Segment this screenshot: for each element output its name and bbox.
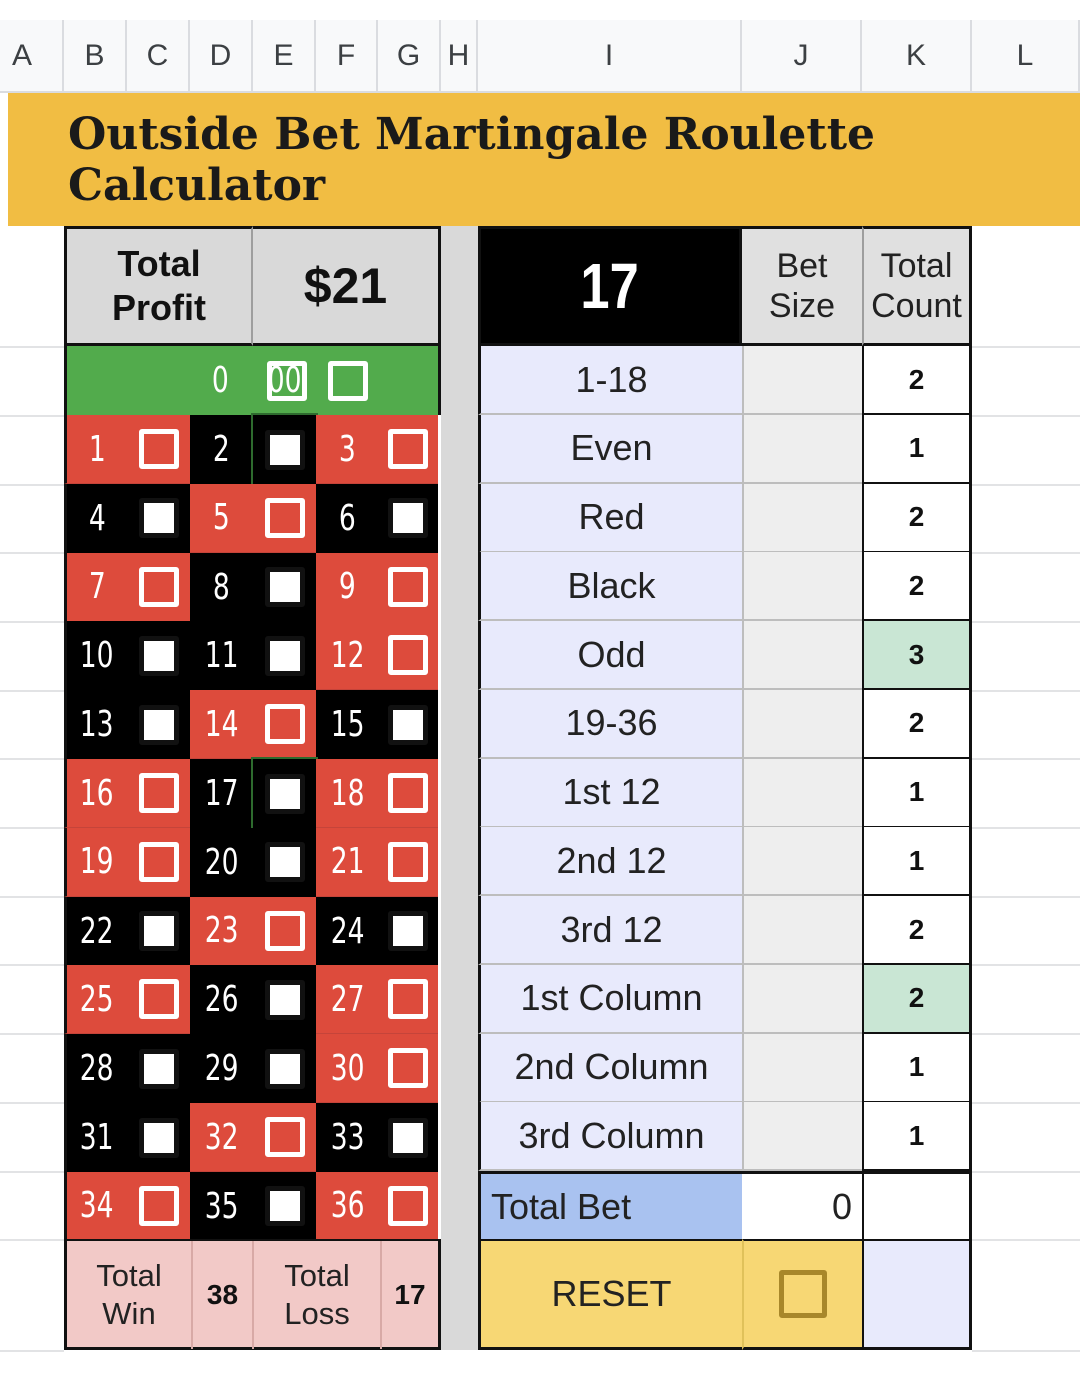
checkbox-cell-29[interactable] xyxy=(253,1034,316,1103)
total-bet-value: 0 xyxy=(831,1185,852,1227)
total-win-value: 38 xyxy=(206,1279,239,1310)
number-label: 19 xyxy=(80,841,114,883)
number-checkbox-36[interactable] xyxy=(388,1186,428,1226)
bet-count-cell xyxy=(862,1034,972,1103)
gridline xyxy=(972,827,1080,829)
column-header-h[interactable]: H xyxy=(441,20,478,93)
checkbox-cell-33[interactable] xyxy=(378,1103,438,1172)
checkbox-cell-2[interactable] xyxy=(253,415,316,484)
number-label: 12 xyxy=(330,634,365,676)
number-label: 23 xyxy=(204,910,239,952)
total-bet-value-cell xyxy=(742,1171,862,1239)
number-cell-5 xyxy=(190,484,253,553)
total-loss-value-cell xyxy=(380,1241,438,1349)
checkbox-cell-15[interactable] xyxy=(378,690,438,759)
number-cell-22 xyxy=(64,897,127,966)
number-label: 21 xyxy=(330,841,365,883)
number-label: 28 xyxy=(80,1048,114,1090)
number-checkbox-9[interactable] xyxy=(388,567,428,607)
number-cell-10 xyxy=(64,621,127,690)
checkbox-cell-32[interactable] xyxy=(253,1103,316,1172)
number-label: 26 xyxy=(204,979,239,1021)
bet-count-cell xyxy=(862,759,972,828)
number-checkbox-34[interactable] xyxy=(139,1186,179,1226)
total-loss-label-1: Total xyxy=(284,1258,350,1293)
current-number-cell xyxy=(478,226,742,346)
number-cell-18 xyxy=(316,759,379,828)
number-label: 27 xyxy=(330,978,365,1020)
number-checkbox-10[interactable] xyxy=(139,636,179,676)
checkbox-cell-16[interactable] xyxy=(127,759,190,828)
checkbox-cell-30[interactable] xyxy=(378,1034,438,1103)
gridline xyxy=(972,484,1080,486)
total-loss-value: 17 xyxy=(394,1279,426,1310)
column-header-a[interactable]: A xyxy=(0,20,64,93)
checkbox-cell-35[interactable] xyxy=(253,1172,316,1241)
number-cell-3 xyxy=(316,415,379,484)
number-cell-25 xyxy=(64,965,127,1034)
number-checkbox-19[interactable] xyxy=(139,842,179,882)
number-cell-17 xyxy=(190,759,253,828)
column-header-d[interactable]: D xyxy=(190,20,253,93)
bet-label-cell xyxy=(478,827,742,896)
bet-label-cell xyxy=(478,415,742,484)
number-label: 31 xyxy=(80,1117,114,1158)
gridline xyxy=(0,1239,64,1241)
gridline xyxy=(0,621,64,623)
number-checkbox-24[interactable] xyxy=(388,911,428,951)
bet-size-input[interactable] xyxy=(742,1034,862,1103)
checkbox-cell-17[interactable] xyxy=(253,759,316,828)
bet-label: Odd xyxy=(577,633,646,675)
number-label: 7 xyxy=(88,566,106,608)
number-checkbox-30[interactable] xyxy=(388,1048,428,1088)
current-number: 17 xyxy=(580,250,640,322)
bet-size-input[interactable] xyxy=(742,896,862,965)
checkbox-cell-24[interactable] xyxy=(378,897,438,966)
bet-label: 19-36 xyxy=(565,702,658,744)
checkbox-cell-10[interactable] xyxy=(127,621,190,690)
number-label: 5 xyxy=(213,497,230,539)
number-label: 11 xyxy=(204,635,239,677)
checkbox-cell-18[interactable] xyxy=(378,759,438,828)
bet-count-cell xyxy=(862,346,972,415)
number-checkbox-2[interactable] xyxy=(265,430,305,470)
number-label: 10 xyxy=(80,635,114,677)
number-label: 2 xyxy=(213,429,230,470)
column-header-j[interactable]: J xyxy=(742,20,862,93)
column-header-g[interactable]: G xyxy=(378,20,441,93)
checkbox-cell-7[interactable] xyxy=(127,553,190,622)
number-label: 9 xyxy=(339,566,356,608)
checkbox-cell-22[interactable] xyxy=(127,897,190,966)
bet-count-cell xyxy=(862,827,972,896)
bet-count-cell xyxy=(862,484,972,553)
number-label: 35 xyxy=(204,1185,239,1227)
bet-count-cell xyxy=(862,965,972,1034)
checkbox-cell-12[interactable] xyxy=(378,621,438,690)
column-header-k[interactable]: K xyxy=(862,20,972,93)
number-cell-20 xyxy=(190,828,253,897)
bet-count: 2 xyxy=(908,363,925,395)
gridline xyxy=(972,964,1080,966)
number-label: 4 xyxy=(88,497,106,539)
gridline xyxy=(0,690,64,692)
number-label: 8 xyxy=(213,566,230,608)
bet-size-header-2: Size xyxy=(768,287,836,325)
number-cell-1 xyxy=(64,415,127,484)
gridline xyxy=(0,552,64,554)
number-cell-16 xyxy=(64,759,127,828)
number-checkbox-35[interactable] xyxy=(265,1186,305,1226)
bet-count: 1 xyxy=(908,1119,925,1151)
bet-count: 1 xyxy=(908,776,925,807)
number-cell-4 xyxy=(64,484,127,553)
reset-label: RESET xyxy=(551,1273,672,1314)
number-label: 17 xyxy=(204,773,239,814)
totals-row xyxy=(64,1239,441,1350)
profit-value: $21 xyxy=(303,258,388,314)
column-header-l[interactable]: L xyxy=(972,20,1080,93)
bet-label: 1-18 xyxy=(575,358,648,400)
number-checkbox-32[interactable] xyxy=(265,1117,305,1157)
gridline xyxy=(972,346,1080,348)
number-label: 20 xyxy=(204,841,239,883)
reset-checkbox[interactable] xyxy=(779,1270,827,1318)
bet-count-cell xyxy=(862,621,972,690)
number-cell-35 xyxy=(190,1172,253,1241)
gridline xyxy=(0,415,64,417)
bet-count: 2 xyxy=(908,501,925,532)
total-win-label-2: Win xyxy=(102,1296,156,1331)
gridline xyxy=(0,1033,64,1035)
number-checkbox-29[interactable] xyxy=(265,1049,305,1089)
number-label: 29 xyxy=(204,1048,239,1090)
gridline xyxy=(0,484,64,486)
bet-size-input[interactable] xyxy=(742,621,862,690)
bet-label-cell xyxy=(478,1034,742,1103)
bet-label-cell xyxy=(478,896,742,965)
gridline xyxy=(972,1102,1080,1104)
bet-label-cell xyxy=(478,346,742,415)
gridline xyxy=(0,1171,64,1173)
bet-label-cell xyxy=(478,1102,742,1171)
profit-value-cell xyxy=(253,226,441,346)
gridline xyxy=(972,1350,1080,1352)
gridline xyxy=(972,621,1080,623)
number-checkbox-27[interactable] xyxy=(388,979,428,1019)
bet-size-input[interactable] xyxy=(742,759,862,828)
gridline xyxy=(972,1171,1080,1173)
number-checkbox-13[interactable] xyxy=(139,705,179,745)
number-cell-31 xyxy=(64,1103,127,1172)
number-checkbox-1[interactable] xyxy=(139,429,179,469)
checkbox-cell-28[interactable] xyxy=(127,1034,190,1103)
number-cell-32 xyxy=(190,1103,253,1172)
bet-count-cell xyxy=(862,896,972,965)
bet-count: 1 xyxy=(908,844,925,876)
bet-size-header-1: Bet xyxy=(776,247,828,285)
bet-size-header xyxy=(742,226,862,346)
reset-label-cell xyxy=(478,1239,742,1350)
number-label: 16 xyxy=(80,772,114,814)
column-h-separator xyxy=(441,226,478,1350)
number-label: 25 xyxy=(80,978,114,1020)
number-cell-13 xyxy=(64,690,127,759)
number-checkbox-31[interactable] xyxy=(139,1118,179,1158)
number-cell-8 xyxy=(190,553,253,622)
checkbox-cell-14[interactable] xyxy=(253,690,316,759)
number-label: 3 xyxy=(339,428,356,470)
number-cell-11 xyxy=(190,621,253,690)
column-header-f[interactable]: F xyxy=(316,20,378,93)
number-cell-21 xyxy=(316,828,379,897)
number-cell-23 xyxy=(190,897,253,966)
reset-checkbox-cell[interactable] xyxy=(742,1239,862,1350)
checkbox-cell-6[interactable] xyxy=(378,484,438,553)
zero-row xyxy=(64,346,441,415)
profit-label-line1: Total xyxy=(117,243,201,284)
number-cell-29 xyxy=(190,1034,253,1103)
gridline xyxy=(0,346,64,348)
checkbox-cell-19[interactable] xyxy=(127,828,190,897)
checkbox-cell-20[interactable] xyxy=(253,828,316,897)
checkbox-cell-26[interactable] xyxy=(253,965,316,1034)
checkbox-cell-1[interactable] xyxy=(127,415,190,484)
gridline xyxy=(972,690,1080,692)
double-zero-number: 00 xyxy=(267,360,302,401)
bet-size-input[interactable] xyxy=(742,415,862,484)
gridline xyxy=(972,758,1080,760)
bet-size-input[interactable] xyxy=(742,552,862,621)
number-cell-15 xyxy=(316,690,379,759)
number-label: 22 xyxy=(80,910,114,952)
bet-label: Red xyxy=(578,496,645,537)
number-checkbox-20[interactable] xyxy=(265,842,305,882)
bet-size-input[interactable] xyxy=(742,1102,862,1171)
total-win-label-1: Total xyxy=(96,1258,162,1293)
bet-size-input[interactable] xyxy=(742,690,862,759)
number-label: 18 xyxy=(330,772,365,814)
number-checkbox-6[interactable] xyxy=(388,498,428,538)
page-title: Outside Bet Martingale Roulette Calculator xyxy=(68,108,876,211)
number-cell-27 xyxy=(316,965,379,1034)
number-cell-14 xyxy=(190,690,253,759)
total-bet-empty-cell xyxy=(862,1171,972,1239)
bet-label-cell xyxy=(478,621,742,690)
bet-label-cell xyxy=(478,484,742,553)
bet-count-cell xyxy=(862,552,972,621)
number-cell-24 xyxy=(316,897,379,966)
number-label: 14 xyxy=(204,703,239,745)
bet-label-cell xyxy=(478,759,742,828)
checkbox-cell-4[interactable] xyxy=(127,484,190,553)
checkbox-cell-25[interactable] xyxy=(127,965,190,1034)
number-checkbox-5[interactable] xyxy=(265,498,305,538)
number-checkbox-22[interactable] xyxy=(139,911,179,951)
profit-label-cell xyxy=(64,226,253,346)
zero-number: 0 xyxy=(211,360,229,401)
bet-label: Black xyxy=(567,564,656,606)
checkbox-cell-21[interactable] xyxy=(378,828,438,897)
checkbox-cell-11[interactable] xyxy=(253,621,316,690)
number-checkbox-28[interactable] xyxy=(139,1049,179,1089)
bet-count: 3 xyxy=(908,638,925,670)
bet-count: 2 xyxy=(908,982,925,1014)
checkbox-cell-36[interactable] xyxy=(378,1172,438,1241)
number-cell-19 xyxy=(64,828,127,897)
number-checkbox-23[interactable] xyxy=(265,911,305,951)
number-label: 32 xyxy=(204,1116,239,1158)
number-label: 13 xyxy=(80,704,114,746)
bet-label-cell xyxy=(478,690,742,759)
bet-size-input[interactable] xyxy=(742,346,862,415)
checkbox-cell-31[interactable] xyxy=(127,1103,190,1172)
bet-label: 1st Column xyxy=(520,977,703,1019)
gridline xyxy=(0,827,64,829)
number-checkbox-21[interactable] xyxy=(388,842,428,882)
title-banner xyxy=(8,93,1080,226)
column-header-b[interactable]: B xyxy=(64,20,127,93)
bet-size-input[interactable] xyxy=(742,484,862,553)
double-zero-checkbox-cell[interactable] xyxy=(316,346,379,415)
bet-label: 1st 12 xyxy=(562,771,661,812)
number-cell-36 xyxy=(316,1172,379,1241)
number-cell-12 xyxy=(316,621,379,690)
number-checkbox-16[interactable] xyxy=(139,773,179,813)
profit-label-line2: Profit xyxy=(112,287,206,328)
number-label: 24 xyxy=(330,910,365,952)
total-bet-label: Total Bet xyxy=(491,1185,632,1227)
number-checkbox-11[interactable] xyxy=(265,636,305,676)
number-cell-28 xyxy=(64,1034,127,1103)
number-cell-33 xyxy=(316,1103,379,1172)
bet-count: 1 xyxy=(908,1051,925,1082)
gridline xyxy=(972,896,1080,898)
total-win-label-cell xyxy=(67,1241,191,1349)
gridline xyxy=(972,1033,1080,1035)
total-win-value-cell xyxy=(191,1241,254,1349)
total-count-header-1: Total xyxy=(880,247,953,285)
bet-label: 3rd 12 xyxy=(560,908,663,950)
reset-empty-cell xyxy=(862,1239,972,1350)
bet-label-cell xyxy=(478,552,742,621)
gridline xyxy=(972,552,1080,554)
bet-label: 2nd 12 xyxy=(556,839,667,881)
bet-count-cell xyxy=(862,1102,972,1171)
number-cell-30 xyxy=(316,1034,379,1103)
sheet-corner xyxy=(0,0,1080,20)
number-label: 15 xyxy=(330,704,365,746)
number-cell-9 xyxy=(316,553,379,622)
bet-label: 2nd Column xyxy=(514,1046,709,1087)
number-checkbox-17[interactable] xyxy=(265,774,305,814)
bet-count: 1 xyxy=(908,432,925,464)
number-label: 33 xyxy=(330,1117,365,1158)
bet-count: 2 xyxy=(908,569,925,601)
gridline xyxy=(0,1102,64,1104)
gridline xyxy=(972,1239,1080,1241)
checkbox-cell-5[interactable] xyxy=(253,484,316,553)
column-header-c[interactable]: C xyxy=(127,20,190,93)
bet-count: 2 xyxy=(908,707,925,739)
number-cell-2 xyxy=(190,415,253,484)
gridline xyxy=(0,1350,64,1352)
number-checkbox-8[interactable] xyxy=(265,567,305,607)
checkbox-cell-34[interactable] xyxy=(127,1172,190,1241)
total-loss-label-cell xyxy=(254,1241,380,1349)
bet-size-input[interactable] xyxy=(742,827,862,896)
gridline xyxy=(0,758,64,760)
checkbox-cell-9[interactable] xyxy=(378,553,438,622)
number-cell-34 xyxy=(64,1172,127,1241)
checkbox-cell-23[interactable] xyxy=(253,897,316,966)
bet-size-input[interactable] xyxy=(742,965,862,1034)
bet-count: 2 xyxy=(908,913,925,945)
number-checkbox-14[interactable] xyxy=(265,704,305,744)
number-cell-6 xyxy=(316,484,379,553)
bet-count-cell xyxy=(862,415,972,484)
number-checkbox-33[interactable] xyxy=(388,1118,428,1158)
number-checkbox-4[interactable] xyxy=(139,498,179,538)
gridline xyxy=(972,415,1080,417)
number-label: 34 xyxy=(80,1185,114,1227)
total-count-header xyxy=(862,226,972,346)
number-checkbox-7[interactable] xyxy=(139,567,179,607)
checkbox-cell-3[interactable] xyxy=(378,415,438,484)
column-header-e[interactable]: E xyxy=(253,20,316,93)
number-checkbox-3[interactable] xyxy=(388,429,428,469)
bet-label: 3rd Column xyxy=(518,1114,705,1156)
number-checkbox-12[interactable] xyxy=(388,635,428,675)
checkbox-cell-13[interactable] xyxy=(127,690,190,759)
bet-count-cell xyxy=(862,690,972,759)
total-count-header-2: Count xyxy=(871,287,962,325)
number-checkbox-25[interactable] xyxy=(139,979,179,1019)
number-checkbox-26[interactable] xyxy=(265,980,305,1020)
number-label: 30 xyxy=(330,1047,365,1089)
number-label: 1 xyxy=(88,428,106,470)
number-checkbox-18[interactable] xyxy=(388,773,428,813)
bet-label-cell xyxy=(478,965,742,1034)
total-loss-label-2: Loss xyxy=(284,1296,350,1331)
number-label: 6 xyxy=(339,497,356,539)
double-zero-checkbox[interactable] xyxy=(328,361,368,401)
checkbox-cell-8[interactable] xyxy=(253,553,316,622)
column-header-i[interactable]: I xyxy=(478,20,742,93)
number-label: 36 xyxy=(330,1185,365,1227)
checkbox-cell-27[interactable] xyxy=(378,965,438,1034)
number-checkbox-15[interactable] xyxy=(388,705,428,745)
bet-label: Even xyxy=(570,427,653,469)
number-cell-7 xyxy=(64,553,127,622)
number-cell-26 xyxy=(190,965,253,1034)
gridline xyxy=(0,896,64,898)
total-bet-label-cell xyxy=(478,1171,742,1239)
gridline xyxy=(0,964,64,966)
